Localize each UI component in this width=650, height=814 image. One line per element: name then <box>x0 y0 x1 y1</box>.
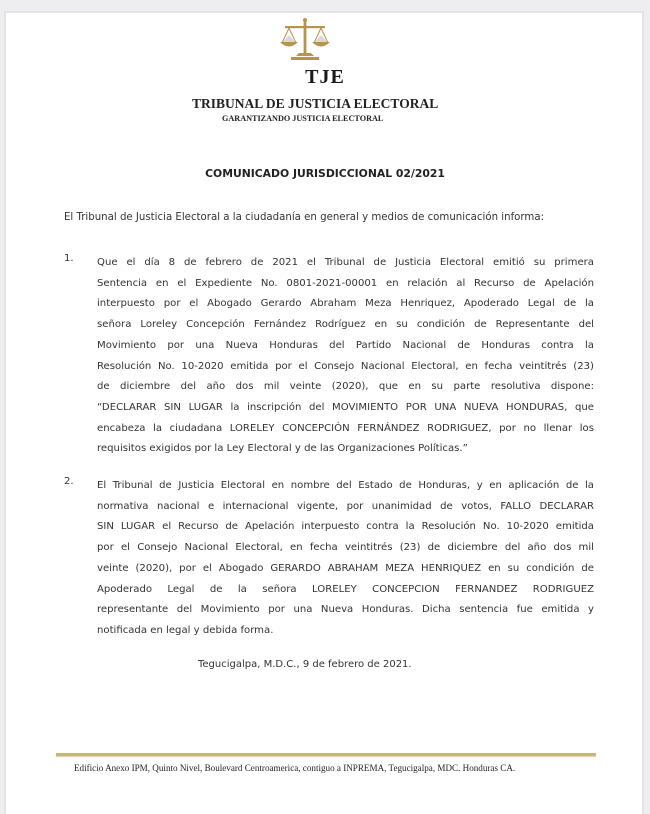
item-line: “DECLARAR SIN LUGAR la inscripción del MOVIMIENTO POR UNA NUEVA HONDURAS, que <box>97 401 594 413</box>
item-body <box>97 476 594 642</box>
document-title: COMUNICADO JURISDICCIONAL 02/2021 <box>205 167 445 180</box>
item-line: interpuesto por el Abogado Gerardo Abraham Meza Henriquez, Apoderado Legal de la <box>97 298 594 310</box>
item-number: 1. <box>64 253 74 264</box>
organization-motto: GARANTIZANDO JUSTICIA ELECTORAL <box>222 114 384 123</box>
item-line: El Tribunal de Justicia Electoral en nombre del Estado de Honduras, y en aplicación de la <box>97 480 594 491</box>
numbered-item-2 <box>64 476 594 642</box>
item-line: encabeza la ciudadana LORELEY CONCEPCIÓN FERNÁNDEZ RODRIGUEZ, por no llenar los <box>97 422 594 434</box>
item-line: normativa nacional e internacional vigente, por unanimidad de votos, FALLO DECLARAR <box>97 500 594 512</box>
dateline: Tegucigalpa, M.D.C., 9 de febrero de 2021. <box>198 659 412 670</box>
item-line: requisitos exigidos por la Ley Electoral y de las Organizaciones Políticas.” <box>97 443 468 455</box>
item-line: Apoderado Legal de la señora LORELEY CONCEPCION FERNANDEZ RODRIGUEZ <box>97 583 594 595</box>
organization-name: TRIBUNAL DE JUSTICIA ELECTORAL <box>192 96 439 111</box>
item-number: 2. <box>64 476 74 487</box>
scales-of-justice-icon <box>278 17 332 61</box>
item-line: notificada en legal y debida forma. <box>97 624 274 636</box>
item-line: Movimiento por una Nueva Honduras del Partido Nacional de Honduras contra la <box>97 339 594 351</box>
item-line: Resolución No. 10-2020 emitida por el Consejo Nacional Electoral, en fecha veintitrés (23) <box>97 360 594 372</box>
item-line: señora Loreley Concepción Fernández Rodríguez en su condición de Representante del <box>97 319 594 331</box>
item-line: por el Consejo Nacional Electoral, en fecha veintitrés (23) de diciembre del año dos mil <box>97 542 594 554</box>
numbered-item-1 <box>64 253 594 460</box>
footer-address: Edificio Anexo IPM, Quinto Nivel, Boulevard Centroamerica, contiguo a INPREMA, Tegucigalpa, MDC. Honduras CA. <box>74 763 516 773</box>
item-line: SIN LUGAR el Recurso de Apelación interpuesto contra la Resolución No. 10-2020 emitida <box>97 521 594 533</box>
item-line: representante del Movimiento por una Nueva Honduras. Dicha sentencia fue emitida y <box>97 604 594 616</box>
footer-divider <box>56 753 596 756</box>
intro-paragraph: El Tribunal de Justicia Electoral a la ciudadanía en general y medios de comunicación informa: <box>64 212 544 223</box>
item-body <box>97 253 594 460</box>
item-line: Que el día 8 de febrero de 2021 el Tribunal de Justicia Electoral emitió su primera <box>97 257 594 268</box>
item-line: Sentencia en el Expediente No. 0801-2021-00001 en relación al Recurso de Apelación <box>97 277 594 289</box>
item-line: veinte (2020), por el Abogado GERARDO ABRAHAM MEZA HENRIQUEZ en su condición de <box>97 562 594 574</box>
item-line: de diciembre del año dos mil veinte (2020), que en su parte resolutiva dispone: <box>97 381 594 393</box>
org-acronym: TJE <box>305 66 345 88</box>
